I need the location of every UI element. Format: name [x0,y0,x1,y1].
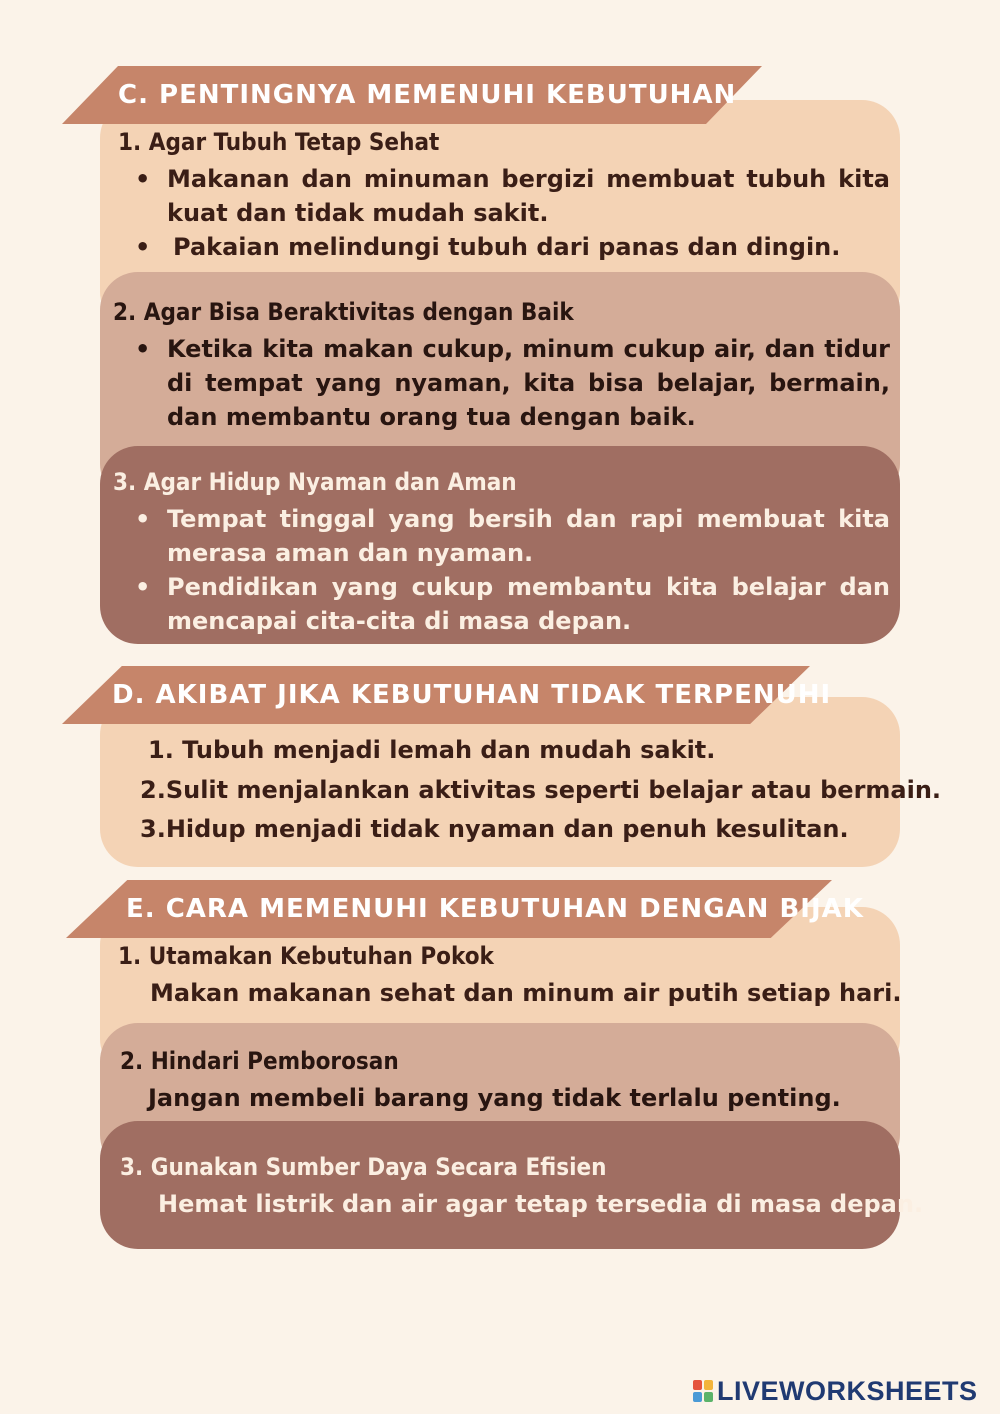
section-e-item-1-title: 1. Utamakan Kebutuhan Pokok [118,942,494,970]
section-c-item-1-bullet-1: • Makanan dan minuman bergizi membuat tubuh kita kuat dan tidak mudah sakit. [135,162,890,230]
section-e-item-3-title: 3. Gunakan Sumber Daya Secara Efisien [120,1153,607,1181]
section-e-panel-3 [100,1121,900,1249]
bullet-icon: • [135,573,151,601]
section-c-item-2-title: 2. Agar Bisa Beraktivitas dengan Baik [113,298,574,326]
bullet-icon: • [135,335,151,363]
section-c-item-3-bullet-1: • Tempat tinggal yang bersih dan rapi membuat kita merasa aman dan nyaman. [135,502,890,570]
section-c-item-1-bullet-2: • Pakaian melindungi tubuh dari panas dan dingin. [135,230,890,264]
section-d-item-3: 3.Hidup menjadi tidak nyaman dan penuh kesulitan. [140,815,849,843]
section-c-heading: C. PENTINGNYA MEMENUHI KEBUTUHAN [118,80,737,110]
section-e-item-2-text: Jangan membeli barang yang tidak terlalu penting. [148,1084,841,1112]
section-c-item-3-title: 3. Agar Hidup Nyaman dan Aman [113,468,517,496]
liveworksheets-logo-icon [693,1380,713,1402]
section-e-item-2-title: 2. Hindari Pemborosan [120,1047,399,1075]
section-c-item-2-bullet-1: • Ketika kita makan cukup, minum cukup air, dan tidur di tempat yang nyaman, kita bisa belajar, bermain, dan membantu orang tua dengan baik. [135,332,890,434]
section-e-item-1-text: Makan makanan sehat dan minum air putih setiap hari. [150,979,902,1007]
liveworksheets-logo[interactable] [693,1376,978,1406]
bullet-icon: • [135,505,151,533]
logo-text: LIVEWORKSHEETS [717,1375,978,1406]
section-d-heading: D. AKIBAT JIKA KEBUTUHAN TIDAK TERPENUHI [112,680,832,710]
section-d-item-1: 1. Tubuh menjadi lemah dan mudah sakit. [148,736,716,764]
bullet-icon: • [135,165,151,193]
section-c-item-3-bullet-2: • Pendidikan yang cukup membantu kita belajar dan mencapai cita-cita di masa depan. [135,570,890,638]
section-e-item-3-text: Hemat listrik dan air agar tetap tersedia di masa depan. [158,1190,924,1218]
section-c-item-1-title: 1. Agar Tubuh Tetap Sehat [118,128,440,156]
section-d-item-2: 2.Sulit menjalankan aktivitas seperti belajar atau bermain. [140,776,942,804]
section-e-heading: E. CARA MEMENUHI KEBUTUHAN DENGAN BIJAK [126,894,864,924]
bullet-icon: • [135,233,151,261]
